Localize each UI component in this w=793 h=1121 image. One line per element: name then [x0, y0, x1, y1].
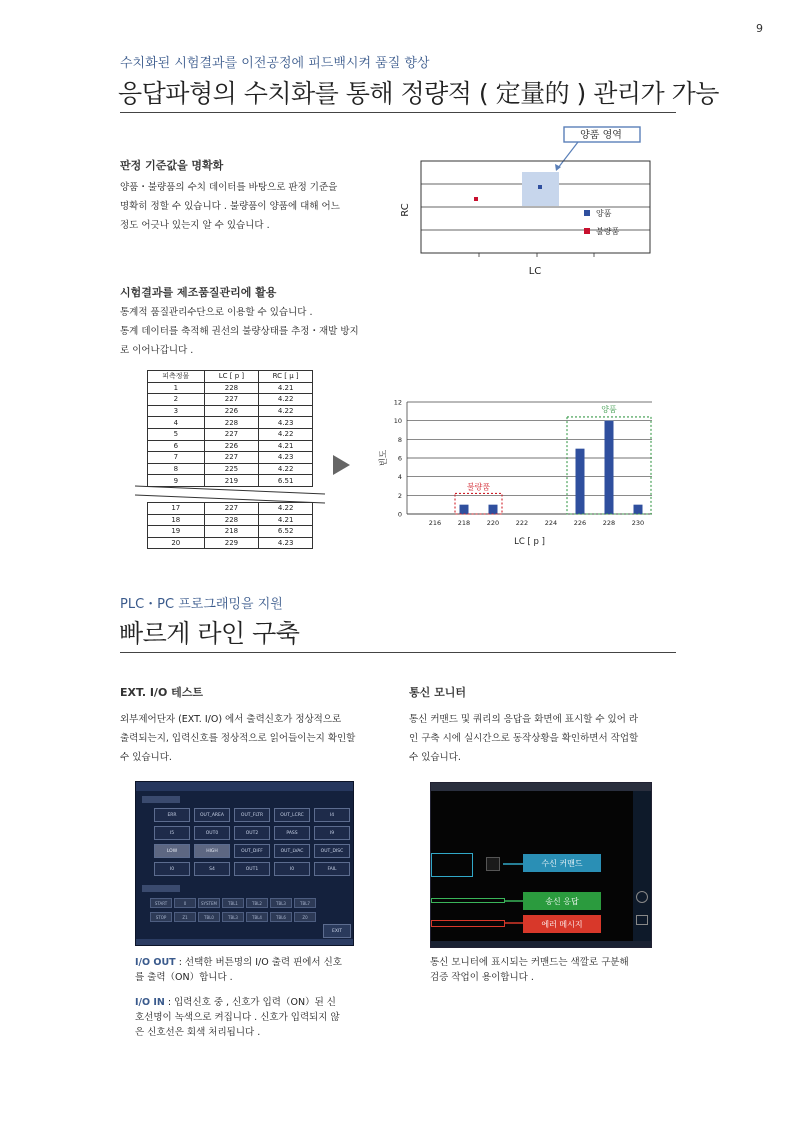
mon-sidebar	[633, 791, 651, 943]
table-cell: 4	[148, 417, 205, 429]
histogram-bar	[576, 449, 585, 514]
table-row	[148, 417, 313, 429]
scatter-chart	[390, 120, 680, 285]
table-cell: 6	[148, 440, 205, 452]
table-header: RC [ μ ]	[259, 371, 313, 383]
page-number: 9	[756, 22, 763, 35]
legend-bad-label: 불량품	[596, 227, 620, 236]
io-out-caption-line: 를 출력（ON）합니다 .	[135, 972, 233, 983]
histogram-ylabel: 빈도	[379, 449, 389, 467]
table-header: 피측정물	[148, 371, 205, 383]
table-cell: 8	[148, 463, 205, 475]
io-output-button[interactable]: I0	[154, 862, 190, 876]
block2-line: 로 이어나갑니다 .	[120, 345, 194, 356]
monitor-line: 인 구축 시에 실시간으로 동작상황을 확인하면서 작업할	[409, 733, 639, 744]
table-row	[148, 428, 313, 440]
io-output-button[interactable]: I0	[274, 862, 310, 876]
io-input-indicator: Z0	[294, 912, 316, 922]
section2-subtitle: PLC・PC 프로그래밍을 지원	[120, 597, 283, 612]
table-cell: 226	[204, 405, 259, 417]
histogram-xtick-label: 218	[457, 519, 471, 527]
block2-text	[120, 303, 390, 360]
io-test-screenshot	[135, 781, 354, 946]
section1-title: 응답파형의 수치화를 통해 정량적 ( 定量的 ) 관리가 가능	[118, 79, 719, 108]
histogram-xtick-label: 230	[631, 519, 645, 527]
io-output-button[interactable]: ERR	[154, 808, 190, 822]
table-cell: 4.23	[259, 452, 313, 464]
io-input-indicator: 0	[174, 898, 196, 908]
table-row	[148, 503, 313, 515]
table-cell: 4.23	[259, 537, 313, 549]
io-out-caption-line	[135, 955, 365, 970]
io-output-button[interactable]: OUT_LCRC	[274, 808, 310, 822]
block2-line: 통계 데이터를 축적해 권선의 불량상태를 추정・재발 방지	[120, 326, 359, 337]
io-output-button[interactable]: OUT_DIFF	[234, 844, 270, 858]
table-cell: 18	[148, 514, 205, 526]
io-in-text: : 입력신호 중 , 신호가 입력（ON）된 신	[164, 997, 336, 1008]
table-cell: 218	[204, 526, 259, 538]
legend-bad-swatch	[584, 228, 590, 234]
histogram-xtick-label: 228	[602, 519, 616, 527]
table-cell: 17	[148, 503, 205, 515]
io-statusbar	[136, 939, 353, 945]
table-cell: 5	[148, 428, 205, 440]
data-table-top	[147, 370, 313, 487]
histogram-bar	[489, 505, 498, 514]
table-cell: 3	[148, 405, 205, 417]
histogram-bad-label: 불량품	[466, 482, 491, 492]
io-output-button[interactable]: OUT_DISC	[314, 844, 350, 858]
table-row	[148, 537, 313, 549]
histogram-bar	[634, 505, 643, 514]
io-titlebar	[136, 782, 353, 791]
send-response-label: 송신 응답	[523, 892, 601, 910]
table-cell: 1	[148, 382, 205, 394]
block1-line: 명확히 정할 수 있습니다 . 불량품이 양품에 대해 어느	[120, 201, 340, 212]
receive-command-label: 수신 커맨드	[523, 854, 601, 872]
ext-io-line: 외부제어단자 (EXT. I/O) 에서 출력신호가 정상적으로	[120, 714, 342, 725]
send-highlight	[431, 898, 505, 903]
table-cell: 228	[204, 417, 259, 429]
ext-io-heading: EXT. I/O 테스트	[120, 686, 204, 699]
table-cell: 4.21	[259, 382, 313, 394]
histogram-ytick-label: 4	[397, 473, 402, 482]
table-cell: 227	[204, 452, 259, 464]
table-cell: 228	[204, 514, 259, 526]
data-table-continued	[147, 502, 313, 549]
table-cell: 225	[204, 463, 259, 475]
scatter-callout-arrow	[558, 142, 578, 168]
io-input-indicator: TBL1	[222, 898, 244, 908]
histogram-xtick-label: 220	[486, 519, 500, 527]
table-row	[148, 405, 313, 417]
mon-titlebar	[431, 783, 651, 791]
table-cell: 227	[204, 503, 259, 515]
io-output-button[interactable]: OUT_FLTR	[234, 808, 270, 822]
ext-io-text	[120, 710, 390, 767]
io-output-button[interactable]: FAIL	[314, 862, 350, 876]
table-cell: 4.23	[259, 417, 313, 429]
legend-good-swatch	[584, 210, 590, 216]
histogram-bar	[460, 505, 469, 514]
table-cell: 4.22	[259, 463, 313, 475]
mon-statusbar	[431, 941, 651, 947]
table-cell: 4.22	[259, 503, 313, 515]
monitor-caption-line: 통신 모니터에 표시되는 커맨드는 색깔로 구분해	[430, 957, 629, 968]
monitor-line: 통신 커맨드 및 쿼리의 응답을 화면에 표시할 수 있어 라	[409, 714, 639, 725]
histogram-ytick-label: 6	[397, 454, 402, 463]
error-highlight	[431, 920, 505, 927]
io-output-button[interactable]: I9	[314, 826, 350, 840]
histogram-xtick-label: 226	[573, 519, 587, 527]
io-out-label: I/O OUT	[135, 957, 176, 968]
exit-button[interactable]: EXIT	[323, 924, 351, 938]
table-row	[148, 514, 313, 526]
ext-io-line: 수 있습니다.	[120, 752, 172, 763]
histogram-bar	[605, 421, 614, 514]
io-in-label: I/O IN	[135, 997, 165, 1008]
io-out-text: : 선택한 버튼명의 I/O 출력 핀에서 신호	[175, 957, 342, 968]
io-output-button[interactable]: S4	[194, 862, 230, 876]
comm-monitor-screenshot	[430, 782, 652, 948]
histogram-ytick-label: 12	[393, 398, 402, 407]
table-cell: 7	[148, 452, 205, 464]
table-cell: 4.21	[259, 514, 313, 526]
histogram-ytick-label: 2	[397, 491, 402, 500]
io-output-button[interactable]: I4	[314, 808, 350, 822]
block1-heading: 판정 기준값을 명확화	[120, 159, 224, 172]
histogram-xtick-label: 222	[515, 519, 529, 527]
monitor-line: 수 있습니다.	[409, 752, 461, 763]
data-table	[147, 370, 313, 487]
io-output-button[interactable]: OUT_LVAC	[274, 844, 310, 858]
table-row	[148, 440, 313, 452]
monitor-text	[409, 710, 679, 767]
monitor-heading: 통신 모니터	[409, 686, 466, 699]
table-cell: 6.52	[259, 526, 313, 538]
block1-text	[120, 178, 380, 235]
section2-divider	[120, 652, 676, 653]
block1-line: 양품・불량품의 수치 데이터를 바탕으로 판정 기준을	[120, 182, 338, 193]
legend-good-label: 양품	[596, 209, 612, 218]
table-row	[148, 394, 313, 406]
table-cell: 6.51	[259, 475, 313, 487]
scatter-xlabel: LC	[528, 266, 542, 277]
io-input-indicator: STOP	[150, 912, 172, 922]
io-input-indicator: TBL3	[222, 912, 244, 922]
table-cell: 20	[148, 537, 205, 549]
table-cell: 4.22	[259, 394, 313, 406]
io-input-indicator: TBL3	[270, 898, 292, 908]
histogram-ytick-label: 10	[393, 417, 402, 426]
io-in-caption	[135, 995, 365, 1040]
io-input-indicator: Z1	[174, 912, 196, 922]
mon-power-icon[interactable]	[636, 891, 648, 903]
table-cell: 227	[204, 428, 259, 440]
mon-folder-icon[interactable]	[636, 915, 648, 925]
table-cell: 9	[148, 475, 205, 487]
io-output-button[interactable]: OUT1	[234, 862, 270, 876]
section1-subtitle: 수치화된 시험결과를 이전공정에 피드백시켜 품질 향상	[120, 56, 430, 71]
io-input-indicator: TBL6	[270, 912, 292, 922]
scatter-callout: 양품 영역	[580, 130, 622, 141]
histogram-good-label: 양품	[601, 404, 617, 414]
histogram-ytick-label: 8	[397, 435, 402, 444]
io-output-button[interactable]: OUT_AREA	[194, 808, 230, 822]
receive-highlight	[431, 853, 473, 877]
histogram-xtick-label: 216	[428, 519, 442, 527]
table-cell: 227	[204, 394, 259, 406]
table-cell: 228	[204, 382, 259, 394]
io-output-button[interactable]: I5	[154, 826, 190, 840]
table-row	[148, 382, 313, 394]
table-cell: 19	[148, 526, 205, 538]
error-arrow	[505, 918, 525, 928]
io-in-caption-line	[135, 995, 365, 1010]
table-cell: 219	[204, 475, 259, 487]
table-cell: 229	[204, 537, 259, 549]
io-input-indicator: SYSTEM	[198, 898, 220, 908]
table-row	[148, 526, 313, 538]
ext-io-line: 출력되는지, 입력신호를 정상적으로 읽어들이는지 확인할	[120, 733, 356, 744]
histogram-xtick-label: 224	[544, 519, 558, 527]
io-out-caption	[135, 955, 365, 985]
histogram-chart	[360, 390, 670, 552]
table-row	[148, 463, 313, 475]
io-input-indicator: TBL7	[294, 898, 316, 908]
io-in-caption-line: 은 신호선은 회색 처리됩니다 .	[135, 1027, 261, 1038]
io-in-tab[interactable]	[142, 885, 180, 892]
table-row	[148, 452, 313, 464]
block2-heading: 시험결과를 제조품질관리에 활용	[120, 286, 277, 299]
io-input-indicator: TBL4	[246, 912, 268, 922]
block2-line: 통계적 품질관리수단으로 이용할 수 있습니다 .	[120, 307, 313, 318]
table-cell: 226	[204, 440, 259, 452]
scatter-ylabel: RC	[400, 203, 411, 217]
io-output-button[interactable]: OUT0	[194, 826, 230, 840]
io-input-indicator: TBL0	[198, 912, 220, 922]
data-table-bottom	[147, 502, 313, 549]
io-output-button[interactable]: HIGH	[194, 844, 230, 858]
io-in-caption-line: 호선명이 녹색으로 켜집니다 . 신호가 입력되지 않	[135, 1012, 340, 1023]
block1-line: 정도 어긋나 있는지 알 수 있습니다 .	[120, 220, 270, 231]
scatter-good-point	[538, 185, 542, 189]
histogram-ytick-label: 0	[397, 510, 402, 519]
section2-title: 빠르게 라인 구축	[119, 619, 300, 648]
monitor-caption-line: 검증 작업이 용이합니다 .	[430, 972, 534, 983]
io-out-tab[interactable]	[142, 796, 180, 803]
table-cell: 2	[148, 394, 205, 406]
section1-divider	[120, 112, 676, 113]
table-cell: 4.21	[259, 440, 313, 452]
io-input-indicator: TBL2	[246, 898, 268, 908]
error-message-label: 에러 메시지	[523, 915, 601, 933]
send-arrow	[505, 896, 525, 906]
arrow-right-icon	[333, 455, 351, 475]
table-header-row	[148, 371, 313, 383]
io-output-button[interactable]: PASS	[274, 826, 310, 840]
table-cell: 4.22	[259, 405, 313, 417]
io-output-button[interactable]: LOW	[154, 844, 190, 858]
monitor-caption	[430, 955, 670, 985]
histogram-xlabel: LC [ p ]	[514, 537, 545, 547]
io-output-button[interactable]: OUT2	[234, 826, 270, 840]
table-cell: 4.22	[259, 428, 313, 440]
table-header: LC [ p ]	[204, 371, 259, 383]
scatter-bad-point	[474, 197, 478, 201]
io-input-indicator: START	[150, 898, 172, 908]
